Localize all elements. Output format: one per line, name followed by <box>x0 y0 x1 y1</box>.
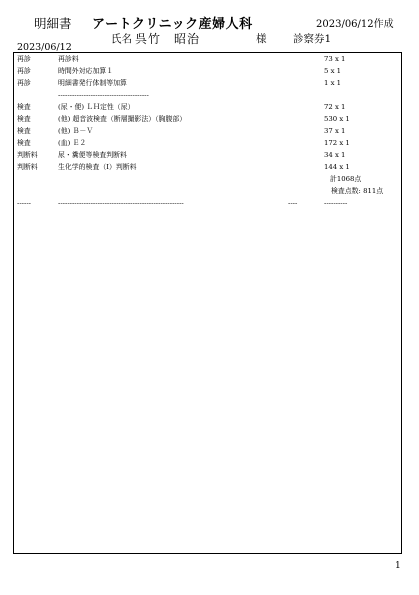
table-row <box>14 137 403 149</box>
separator-row <box>14 197 403 209</box>
row-item: 明細書発行体制等加算 <box>58 79 127 87</box>
separator-item: ------------------------------------------------------ <box>58 199 184 207</box>
row-quantity: 172 x 1 <box>324 139 350 147</box>
row-quantity: 144 x 1 <box>324 163 350 171</box>
row-category: 再診 <box>17 55 31 63</box>
total-row <box>14 173 403 185</box>
separator-mid: ---- <box>288 199 298 207</box>
row-category: 検査 <box>17 139 31 147</box>
row-item: 尿・糞便等検査判断料 <box>58 151 127 159</box>
row-category: 再診 <box>17 67 31 75</box>
row-quantity: 34 x 1 <box>324 151 346 159</box>
row-quantity: 1 x 1 <box>324 79 342 87</box>
row-category: 再診 <box>17 79 31 87</box>
patient-name: 呉竹 昭治 <box>135 32 201 46</box>
row-category: 検査 <box>17 103 31 111</box>
table-row <box>14 113 403 125</box>
row-item: 再診料 <box>58 55 79 63</box>
row-quantity: 72 x 1 <box>324 103 346 111</box>
row-quantity: 530 x 1 <box>324 115 350 123</box>
name-label: 氏名 <box>111 33 132 45</box>
table-row <box>14 53 403 65</box>
row-item: (他) 超音波検査（断層撮影法）（胸腹部） <box>58 115 187 123</box>
visit-date: 2023/06/12 <box>17 42 72 53</box>
row-category: 検査 <box>17 127 31 135</box>
table-row <box>14 161 403 173</box>
row-item: 時間外対応加算１ <box>58 67 114 75</box>
row-category: 検査 <box>17 115 31 123</box>
row-item: (尿・便) ＬＨ定性（尿） <box>58 103 135 111</box>
table-row <box>14 77 403 89</box>
row-category: 判断料 <box>17 151 38 159</box>
clinic-name: アートクリニック産婦人科 <box>92 17 253 32</box>
separator-category: ------ <box>17 199 31 207</box>
created-date: 2023/06/12作成 <box>316 19 394 30</box>
exam-points: 検査点数: 811点 <box>331 187 384 195</box>
table-row <box>14 149 403 161</box>
table-row <box>14 65 403 77</box>
exam-points-row <box>14 185 403 197</box>
page-number: 1 <box>395 561 401 571</box>
table-row <box>14 125 403 137</box>
statement-box <box>13 52 402 554</box>
row-category: 判断料 <box>17 163 38 171</box>
honorific: 様 <box>256 33 267 45</box>
document-label: 明細書 <box>34 16 72 31</box>
row-quantity: 73 x 1 <box>324 55 346 63</box>
row-item: (血) Ｅ２ <box>58 139 87 147</box>
row-quantity: 5 x 1 <box>324 67 342 75</box>
table-row <box>14 89 403 101</box>
separator-quantity: ---------- <box>324 199 348 207</box>
row-item: 生化学的検査（Ⅰ）判断料 <box>58 163 137 171</box>
ticket-number: 診察券1 <box>293 33 332 45</box>
row-quantity: 37 x 1 <box>324 127 346 135</box>
row-divider: --------------------------------------- <box>58 91 149 99</box>
table-row <box>14 101 403 113</box>
total-points: 計1068点 <box>330 175 362 183</box>
row-item: (他) Ｂ－Ｖ <box>58 127 94 135</box>
